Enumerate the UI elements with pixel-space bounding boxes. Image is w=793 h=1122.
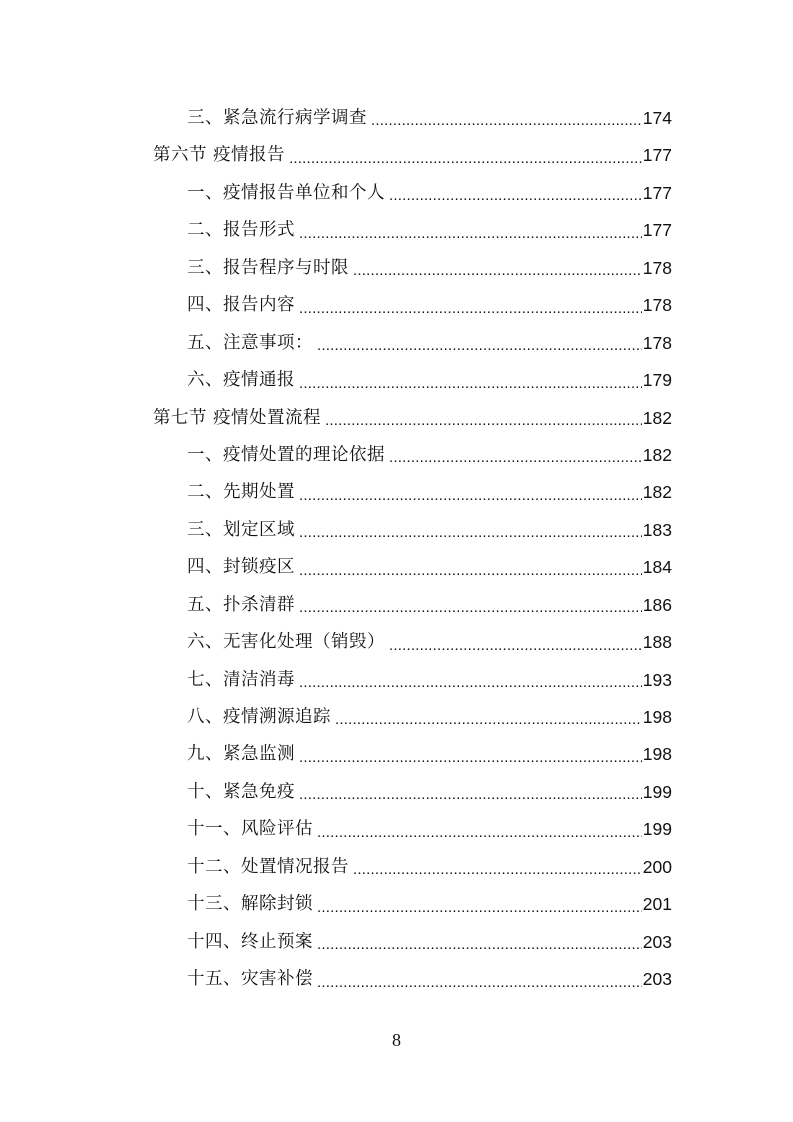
toc-entry-title: 六、疫情通报 [187, 370, 295, 391]
toc-dot-leader [299, 474, 642, 511]
toc-entry[interactable] [0, 325, 793, 362]
toc-entry[interactable] [0, 849, 793, 886]
toc-entry[interactable] [0, 811, 793, 848]
toc-entry[interactable] [0, 175, 793, 212]
toc-entry-page: 177 [642, 182, 672, 203]
toc-dot-leader [299, 736, 642, 773]
toc-entry-title: 七、清洁消毒 [187, 669, 295, 690]
toc-entry-page: 182 [642, 407, 672, 428]
toc-entry-page: 199 [642, 819, 672, 840]
toc-entry-title: 十五、灾害补偿 [187, 969, 313, 990]
toc-entry-page: 198 [642, 744, 672, 765]
toc-entry[interactable] [0, 362, 793, 399]
toc-entry-page: 199 [642, 781, 672, 802]
toc-dot-leader [335, 699, 642, 736]
toc-dot-leader [289, 137, 642, 174]
toc-entry-page: 182 [642, 444, 672, 465]
toc-entry[interactable] [0, 437, 793, 474]
toc-dot-leader [299, 362, 642, 399]
toc-dot-leader [299, 774, 642, 811]
toc-dot-leader [299, 587, 642, 624]
toc-dot-leader [371, 100, 642, 137]
toc-dot-leader [317, 924, 642, 961]
toc-entry-page: 182 [642, 482, 672, 503]
toc-entry-title: 三、划定区域 [187, 519, 295, 540]
toc-entry-title: 八、疫情溯源追踪 [187, 707, 331, 727]
toc-dot-leader [299, 549, 642, 586]
toc-entry-page: 178 [642, 332, 672, 353]
toc-entry[interactable] [0, 662, 793, 699]
toc-dot-leader [299, 287, 642, 324]
toc-entry-page: 184 [642, 557, 672, 578]
toc-entry-title: 十四、终止预案 [187, 931, 313, 952]
toc-dot-leader [325, 400, 642, 437]
toc-entry-page: 177 [642, 145, 672, 166]
toc-entry[interactable] [0, 549, 793, 586]
toc-entry[interactable] [0, 212, 793, 249]
toc-entry-title: 十三、解除封锁 [187, 894, 313, 915]
toc-entry-title: 十、紧急免疫 [187, 781, 295, 802]
toc-entry-title: 三、报告程序与时限 [187, 257, 349, 278]
toc-dot-leader [317, 325, 642, 362]
toc-dot-leader [317, 811, 642, 848]
toc-entry-title: 九、紧急监测 [187, 744, 295, 765]
toc-dot-leader [317, 961, 642, 998]
toc-dot-leader [389, 175, 642, 212]
toc-entry[interactable] [0, 736, 793, 773]
toc-entry[interactable] [0, 400, 793, 437]
toc-entry-page: 179 [642, 370, 672, 391]
toc-dot-leader [299, 662, 642, 699]
toc-entry-title: 十一、风险评估 [187, 819, 313, 840]
page-number: 8 [392, 1030, 401, 1050]
toc-entry-page: 201 [642, 894, 672, 915]
toc-entry[interactable] [0, 886, 793, 923]
toc-dot-leader [299, 212, 642, 249]
toc-entry-title: 一、疫情报告单位和个人 [187, 182, 385, 203]
table-of-contents [0, 100, 793, 999]
toc-entry-page: 200 [642, 856, 672, 877]
toc-entry-title: 四、报告内容 [187, 295, 295, 316]
toc-entry[interactable] [0, 287, 793, 324]
toc-entry-page: 174 [642, 108, 672, 128]
toc-entry-page: 193 [642, 669, 672, 690]
toc-entry-page: 198 [642, 707, 672, 727]
toc-dot-leader [389, 624, 642, 661]
toc-entry-title: 五、注意事项： [187, 332, 313, 353]
toc-entry[interactable] [0, 961, 793, 998]
toc-entry-title: 四、封锁疫区 [187, 557, 295, 578]
toc-entry-title: 二、报告形式 [187, 220, 295, 241]
toc-entry[interactable] [0, 474, 793, 511]
toc-entry-page: 178 [642, 257, 672, 278]
toc-entry[interactable] [0, 512, 793, 549]
toc-entry-title: 一、疫情处置的理论依据 [187, 444, 385, 465]
toc-entry-title: 十二、处置情况报告 [187, 856, 349, 877]
toc-entry[interactable] [0, 587, 793, 624]
toc-entry-page: 177 [642, 220, 672, 241]
toc-entry[interactable] [0, 137, 793, 174]
toc-dot-leader [389, 437, 642, 474]
toc-entry-page: 203 [642, 931, 672, 952]
toc-entry[interactable] [0, 774, 793, 811]
toc-entry-title: 二、先期处置 [187, 482, 295, 503]
toc-entry-title: 五、扑杀清群 [187, 594, 295, 615]
toc-entry-title: 第六节 疫情报告 [153, 145, 286, 166]
toc-entry-page: 186 [642, 594, 672, 615]
toc-entry-title: 三、紧急流行病学调查 [187, 108, 367, 128]
toc-entry[interactable] [0, 699, 793, 736]
toc-entry-page: 183 [642, 519, 672, 540]
toc-dot-leader [353, 849, 642, 886]
toc-entry-page: 178 [642, 295, 672, 316]
toc-entry-title: 六、无害化处理（销毁） [187, 632, 385, 653]
toc-dot-leader [317, 886, 642, 923]
toc-entry-page: 203 [642, 969, 672, 990]
toc-dot-leader [353, 250, 642, 287]
toc-entry[interactable] [0, 250, 793, 287]
toc-dot-leader [299, 512, 642, 549]
toc-entry-page: 188 [642, 632, 672, 653]
toc-entry[interactable] [0, 924, 793, 961]
toc-entry[interactable] [0, 100, 793, 137]
toc-entry-title: 第七节 疫情处置流程 [153, 407, 322, 428]
toc-entry[interactable] [0, 624, 793, 661]
